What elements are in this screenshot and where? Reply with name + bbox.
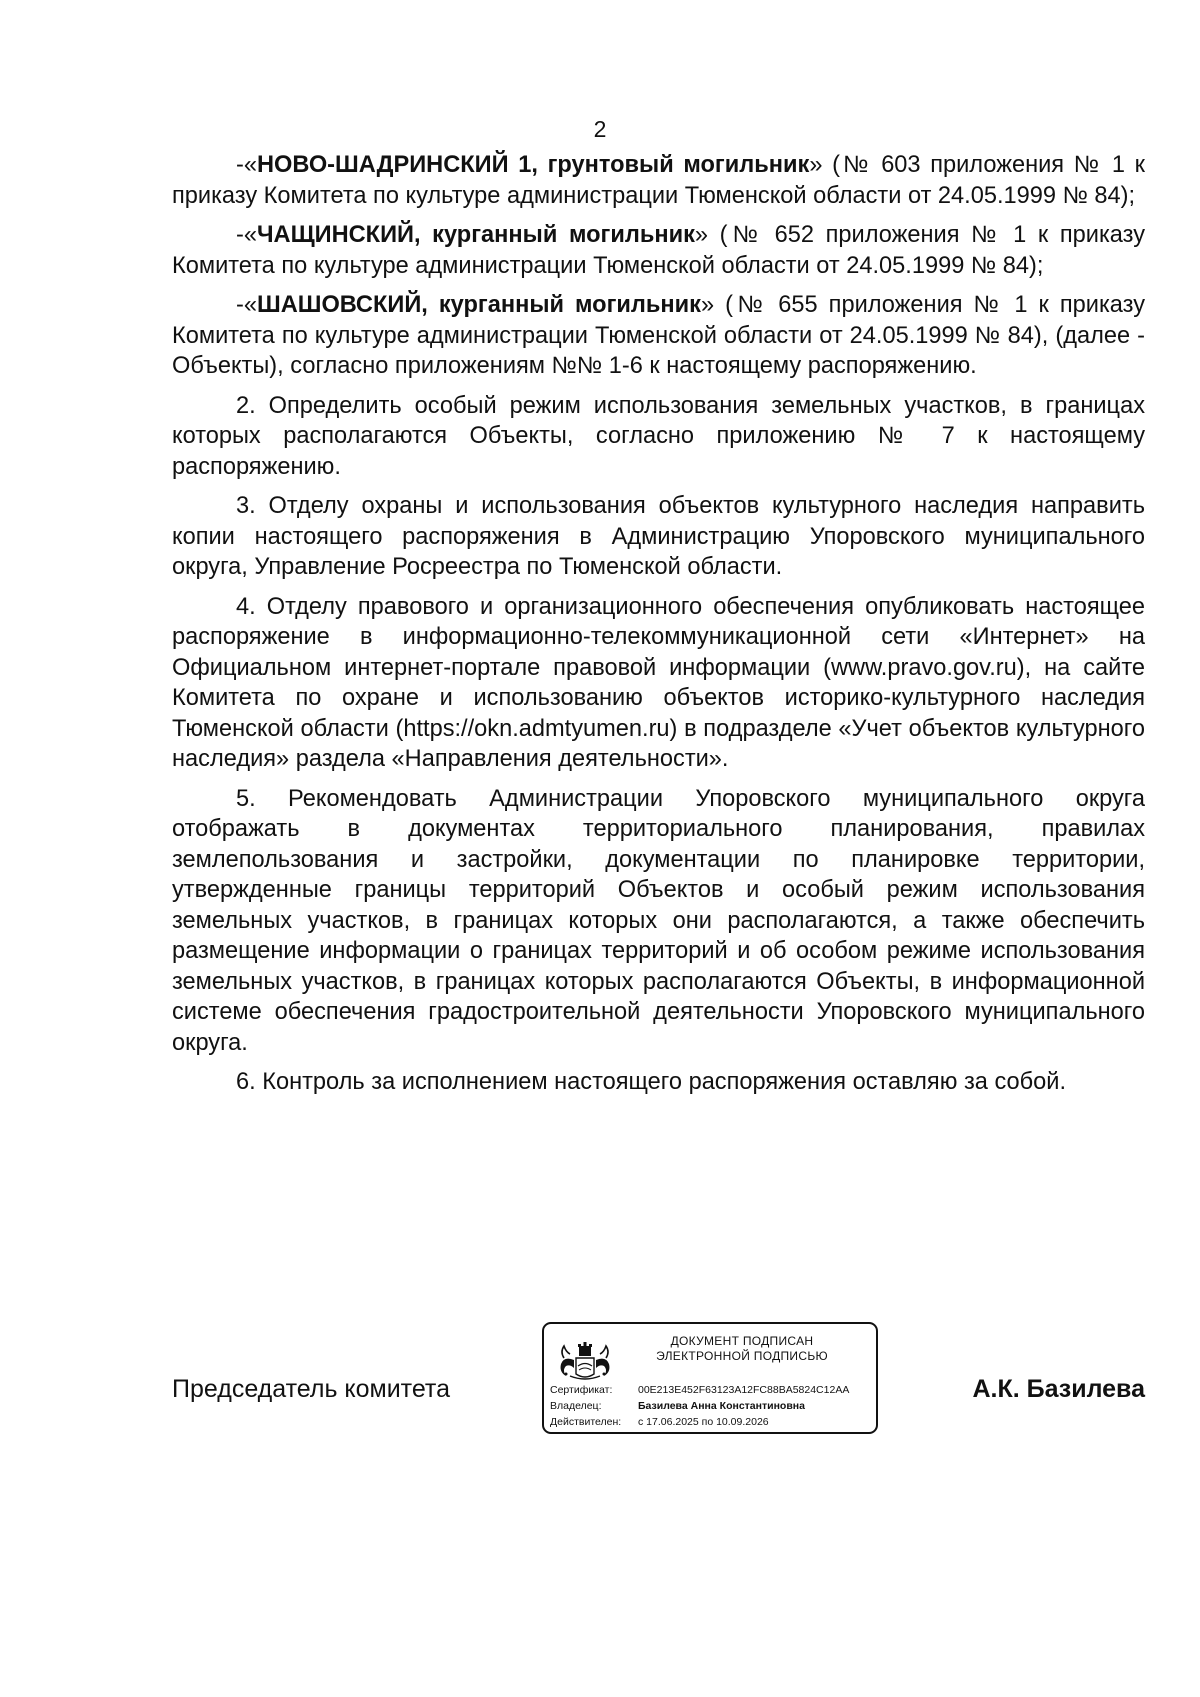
validity-label: Действителен: <box>550 1416 622 1428</box>
stamp-validity-row <box>550 1414 870 1430</box>
signer-position: Председатель комитета <box>172 1375 451 1403</box>
stamp-owner-row <box>550 1398 870 1414</box>
validity-value: с 17.06.2025 по 10.09.2026 <box>638 1416 769 1428</box>
stamp-title-line: ЭЛЕКТРОННОЙ ПОДПИСЬЮ <box>656 1349 828 1363</box>
paragraph-3: 3. Отделу охраны и использования объектов культурного наследия направить копии настоящего распоряжения в Администрацию Упоровского муниципального округа, Управление Росреестра по Тюменской области. <box>172 493 1145 580</box>
item-object-name: НОВО-ШАДРИНСКИЙ 1, грунтовый могильник <box>256 152 810 178</box>
item-details: » (№ 655 приложения № 1 к приказу Комитета по культуре администрации Тюменской области от 24.05.1999 № 84), (далее - Объекты), согласно приложениям №№ 1-6 к настоящему распоряжению. <box>172 292 1145 379</box>
signature-block <box>172 1322 1145 1442</box>
item-details: » (№ 603 приложения № 1 к приказу Комитета по культуре администрации Тюменской области от 24.05.1999 № 84); <box>172 152 1145 209</box>
item-prefix: -« <box>236 292 257 318</box>
owner-value: Базилева Анна Константиновна <box>638 1400 805 1412</box>
certificate-label: Сертификат: <box>550 1384 613 1396</box>
stamp-title <box>624 1334 860 1364</box>
electronic-signature-stamp <box>542 1322 878 1434</box>
item-prefix: -« <box>236 152 257 178</box>
document-body <box>172 150 1145 1107</box>
paragraph-6: 6. Контроль за исполнением настоящего распоряжения оставляю за собой. <box>236 1069 1066 1095</box>
signer-name: А.К. Базилева <box>972 1375 1145 1403</box>
item-details: » (№ 652 приложения № 1 к приказу Комитета по культуре администрации Тюменской области от 24.05.1999 № 84); <box>172 222 1145 279</box>
list-item-novo-shadrinsky <box>172 150 1145 211</box>
tyumen-coat-of-arms-icon <box>552 1328 618 1380</box>
stamp-title-line: ДОКУМЕНТ ПОДПИСАН <box>670 1334 814 1348</box>
list-item-shashovsky <box>172 290 1145 382</box>
stamp-certificate-row <box>550 1382 870 1398</box>
item-prefix: -« <box>236 222 257 248</box>
list-item-chashchinsky <box>172 220 1145 281</box>
stamp-details <box>550 1382 870 1430</box>
paragraph-5: 5. Рекомендовать Администрации Упоровского муниципального округа отображать в документах территориального планирования, правилах землепользования и застройки, документации по планировке территории, утвержденные границы территорий Объектов и особый режим использования земельных участков, в границах которых они располагаются, а также обеспечить размещение информации о границах территорий и об особом режиме использования земельных участков, в границах которых располагаются Объекты, в информационной системе обеспечения градостроительной деятельности Упоровского муниципального округа. <box>172 785 1145 1056</box>
item-object-name: ШАШОВСКИЙ, курганный могильник <box>256 292 701 318</box>
certificate-value: 00E213E452F63123A12FC88BA5824C12AA <box>638 1384 850 1396</box>
paragraph-4: 4. Отделу правового и организационного обеспечения опубликовать настоящее распоряжение в информационно-телекоммуникационной сети «Интернет» на Официальном интернет-портале правовой информации (www.pravo.gov.ru), на сайте Комитета по охране и использованию объектов историко-культурного наследия Тюменской области (https://okn.admtyumen.ru) в подразделе «Учет объектов культурного наследия» раздела «Направления деятельности». <box>172 593 1145 772</box>
page-number: 2 <box>593 116 607 142</box>
paragraph-2: 2. Определить особый режим использования земельных участков, в границах которых располагаются Объекты, согласно приложению № 7 к настоящему распоряжению. <box>172 392 1145 480</box>
owner-label: Владелец: <box>550 1400 602 1412</box>
item-object-name: ЧАЩИНСКИЙ, курганный могильник <box>256 222 695 248</box>
